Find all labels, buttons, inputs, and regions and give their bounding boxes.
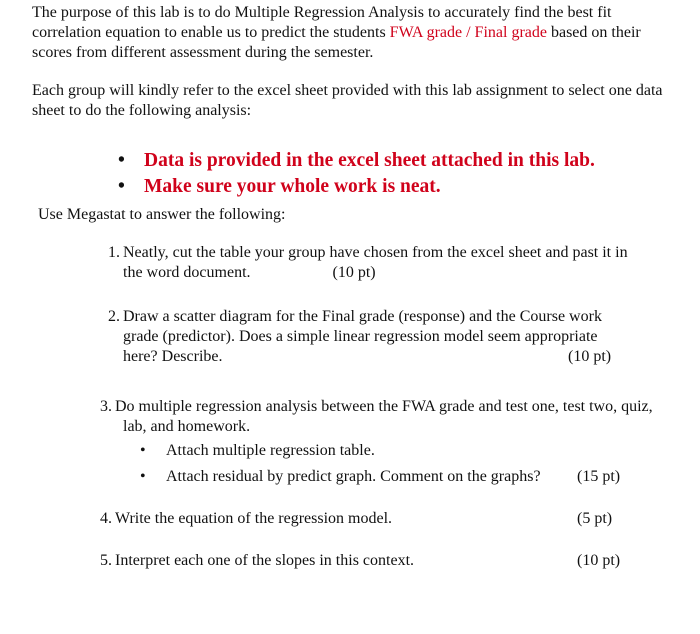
note-text: Make sure your whole work is neat. [144,176,441,197]
question-text: Do multiple regression analysis between the FWA grade and test one, test two, quiz, [115,398,653,415]
subitem-text: Attach residual by predict graph. Comment on the graphs? [166,468,541,485]
note-text: Data is provided in the excel sheet attached in this lab. [144,150,595,171]
bullet-icon: • [118,150,125,171]
intro-highlight: FWA grade / Final grade [389,24,547,41]
question-text: here? Describe. [123,348,223,365]
question-points: (10 pt) [332,264,376,281]
question-5 [100,551,560,571]
question-3 [100,397,680,437]
question-4 [100,509,560,529]
question-number: 4. [100,510,112,527]
note-item [118,148,678,174]
question-number: 5. [100,552,112,569]
bullet-icon: • [140,468,146,485]
bullet-icon: • [118,176,125,197]
intro-text-a: The purpose of this lab is to do Multiple Regression Analysis to accurately find the best fit correlation equation to enable us to predict the students [32,4,612,41]
question-text: Write the equation of the regression model. [115,510,393,527]
intro-paragraph [32,3,682,63]
question-points: (10 pt) [577,552,621,569]
intro-paragraph-2: Each group will kindly refer to the excel sheet provided with this lab assignment to select one data sheet to do the following analysis: [32,82,663,119]
question-text: the word document. [123,264,251,281]
notes-list [118,148,678,200]
question-points: (10 pt) [568,348,612,365]
question-number: 2. [108,308,120,325]
subitem [140,441,580,461]
question-text: Interpret each one of the slopes in this context. [115,552,415,569]
bullet-icon: • [140,442,146,459]
question-points: (15 pt) [577,468,621,485]
subitem [140,467,580,487]
question-number: 3. [100,398,112,415]
question-1 [108,243,668,283]
question-text: lab, and homework. [123,418,251,435]
question-text: Draw a scatter diagram for the Final grade (response) and the Course work [123,308,602,325]
question-3-subitems [140,441,580,487]
question-text: grade (predictor). Does a simple linear regression model seem appropriate [123,328,598,345]
subitem-text: Attach multiple regression table. [166,442,375,459]
instruction-text: Use Megastat to answer the following: [38,206,286,223]
note-item [118,174,678,200]
intro-text-b: based on their scores from different assessment during the semester. [32,24,641,61]
question-number: 1. [108,244,120,261]
question-points: (5 pt) [577,510,613,527]
question-text: Neatly, cut the table your group have chosen from the excel sheet and past it in [123,244,628,261]
